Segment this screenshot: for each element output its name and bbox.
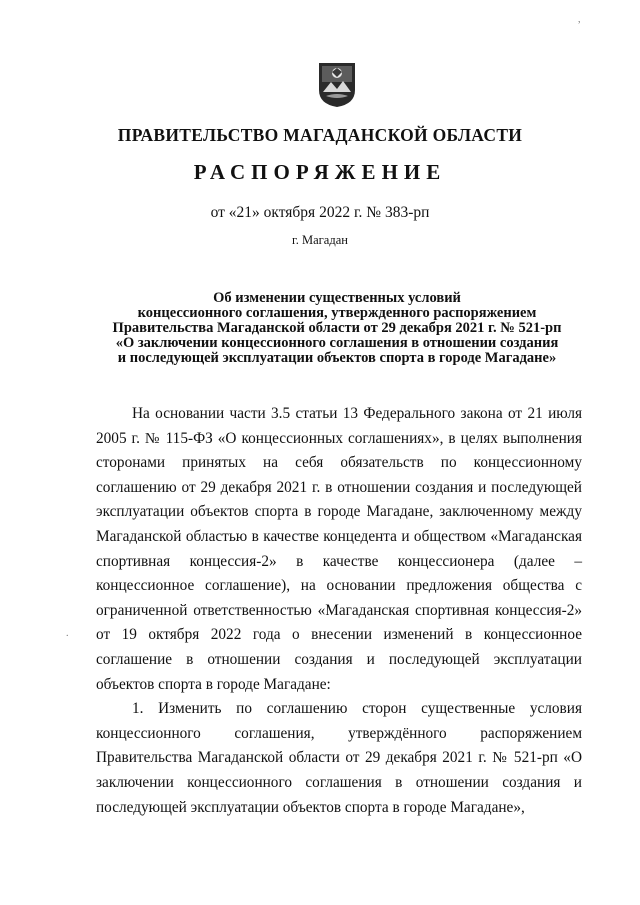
document-subject bbox=[80, 291, 594, 366]
scan-mark: , bbox=[578, 14, 581, 25]
body-paragraph-item-1: 1. Изменить по соглашению сторон существенные условия концессионного соглашения, утверждённого распоряжением Правительства Магаданской области от 29 декабря 2021 г. № 521-рп «О заключении концессионного соглашения в отношении создания и последующей эксплуатации объектов спорта в городе Магадане», bbox=[96, 700, 582, 816]
body-paragraph-preamble: На основании части 3.5 статьи 13 Федерального закона от 21 июля 2005 г. № 115-ФЗ «О концессионных соглашениях», в целях выполнения сторонами принятых на себя обязательств по концессионному соглашению от 29 декабря 2021 г. в отношении создания и последующей эксплуатации объектов спорта в городе Магадане, заключенному между Магаданской областью в качестве концедента и обществом «Магаданская спортивная концессия-2» в качестве концессионера (далее – концессионное соглашение), на основании предложения общества с ограниченной ответственностью «Магаданская спортивная концессия-2» от 19 октября 2022 года о внесении изменений в концессионное соглашение в отношении создания и последующей эксплуатации объектов спорта в городе Магадане: bbox=[96, 405, 582, 693]
organization-title: ПРАВИТЕЛЬСТВО МАГАДАНСКОЙ ОБЛАСТИ bbox=[117, 125, 523, 145]
subject-line: Правительства Магаданской области от 29 декабря 2021 г. № 521-рп bbox=[112, 320, 562, 336]
subject-line: и последующей эксплуатации объектов спорта в городе Магадане» bbox=[117, 350, 557, 366]
document-type: РАСПОРЯЖЕНИЕ bbox=[193, 160, 447, 184]
scan-mark: . bbox=[66, 628, 69, 639]
document-body bbox=[96, 402, 582, 820]
document-city: г. Магадан bbox=[292, 233, 348, 247]
document-date-number: от «21» октября 2022 г. № 383-рп bbox=[210, 204, 430, 221]
subject-line: концессионного соглашения, утвержденного распоряжением bbox=[137, 305, 537, 321]
subject-line: «О заключении концессионного соглашения в отношении создания bbox=[115, 335, 559, 351]
subject-line: Об изменении существенных условий bbox=[213, 290, 461, 306]
coat-of-arms-icon bbox=[318, 62, 356, 108]
